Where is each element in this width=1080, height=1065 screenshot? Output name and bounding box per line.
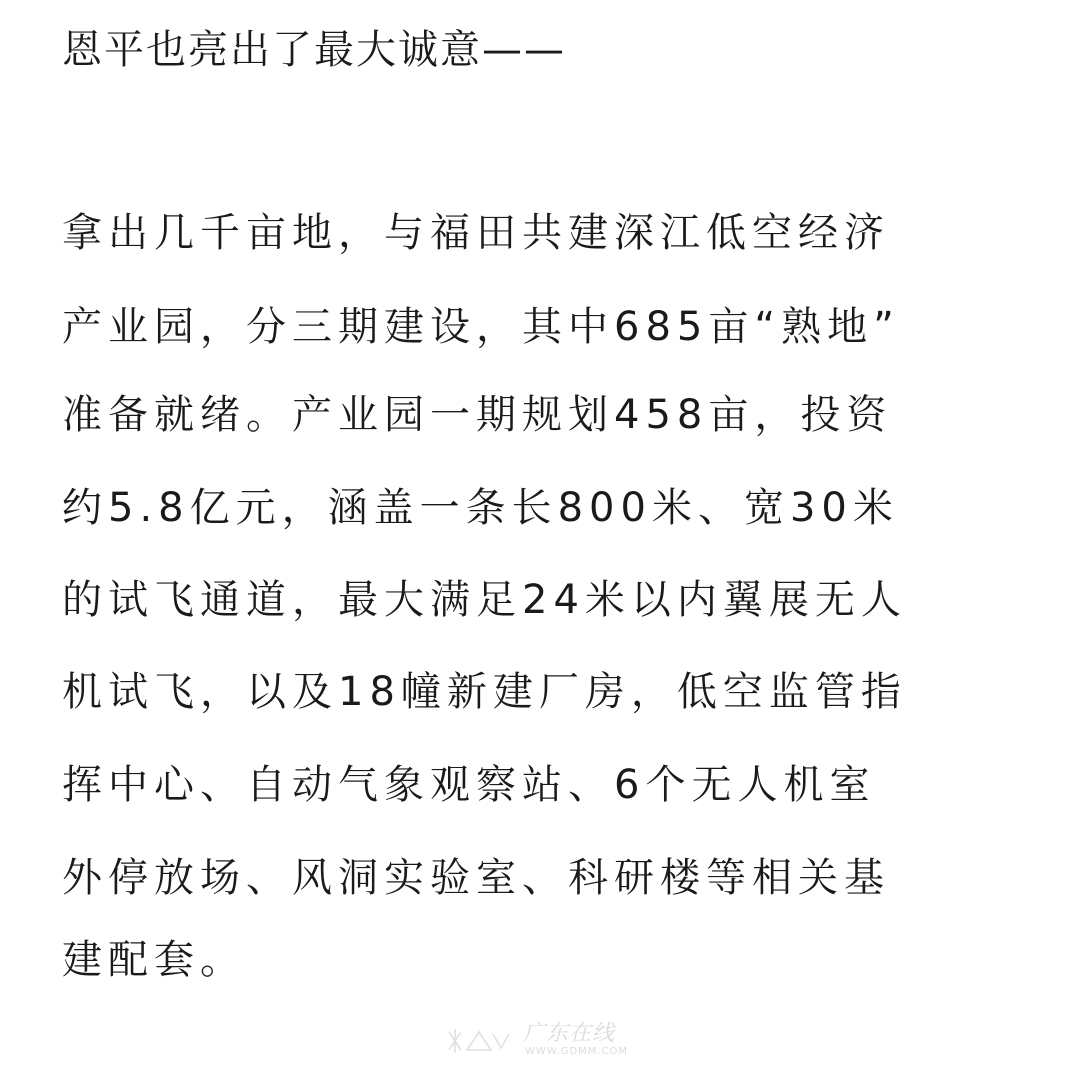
- watermark-title: 广东在线: [523, 1021, 616, 1046]
- paragraph-line: 的试飞通道，最大满足24米以内翼展无人: [62, 577, 907, 623]
- paragraph-line: 机试飞，以及18幢新建厂房，低空监管指: [62, 669, 907, 715]
- paragraph-line: 挥中心、自动气象观察站、6个无人机室: [62, 762, 876, 808]
- site-watermark: [445, 1022, 650, 1060]
- paragraph-line: 准备就绪。产业园一期规划458亩，投资: [62, 392, 893, 438]
- paragraph-line: 外停放场、风洞实验室、科研楼等相关基: [62, 855, 890, 901]
- article-heading: 恩平也亮出了最大诚意——: [62, 27, 566, 73]
- paragraph-line: 约5.8亿元，涵盖一条长800米、宽30米: [62, 485, 899, 531]
- paragraph-line: 拿出几千亩地，与福田共建深江低空经济: [62, 210, 890, 256]
- watermark-url: WWW.GDMM.COM: [525, 1046, 629, 1057]
- paragraph-line: 产业园，分三期建设，其中685亩“熟地”: [62, 304, 900, 350]
- watermark-logo-icon: [445, 1026, 515, 1056]
- paragraph-line: 建配套。: [62, 937, 246, 983]
